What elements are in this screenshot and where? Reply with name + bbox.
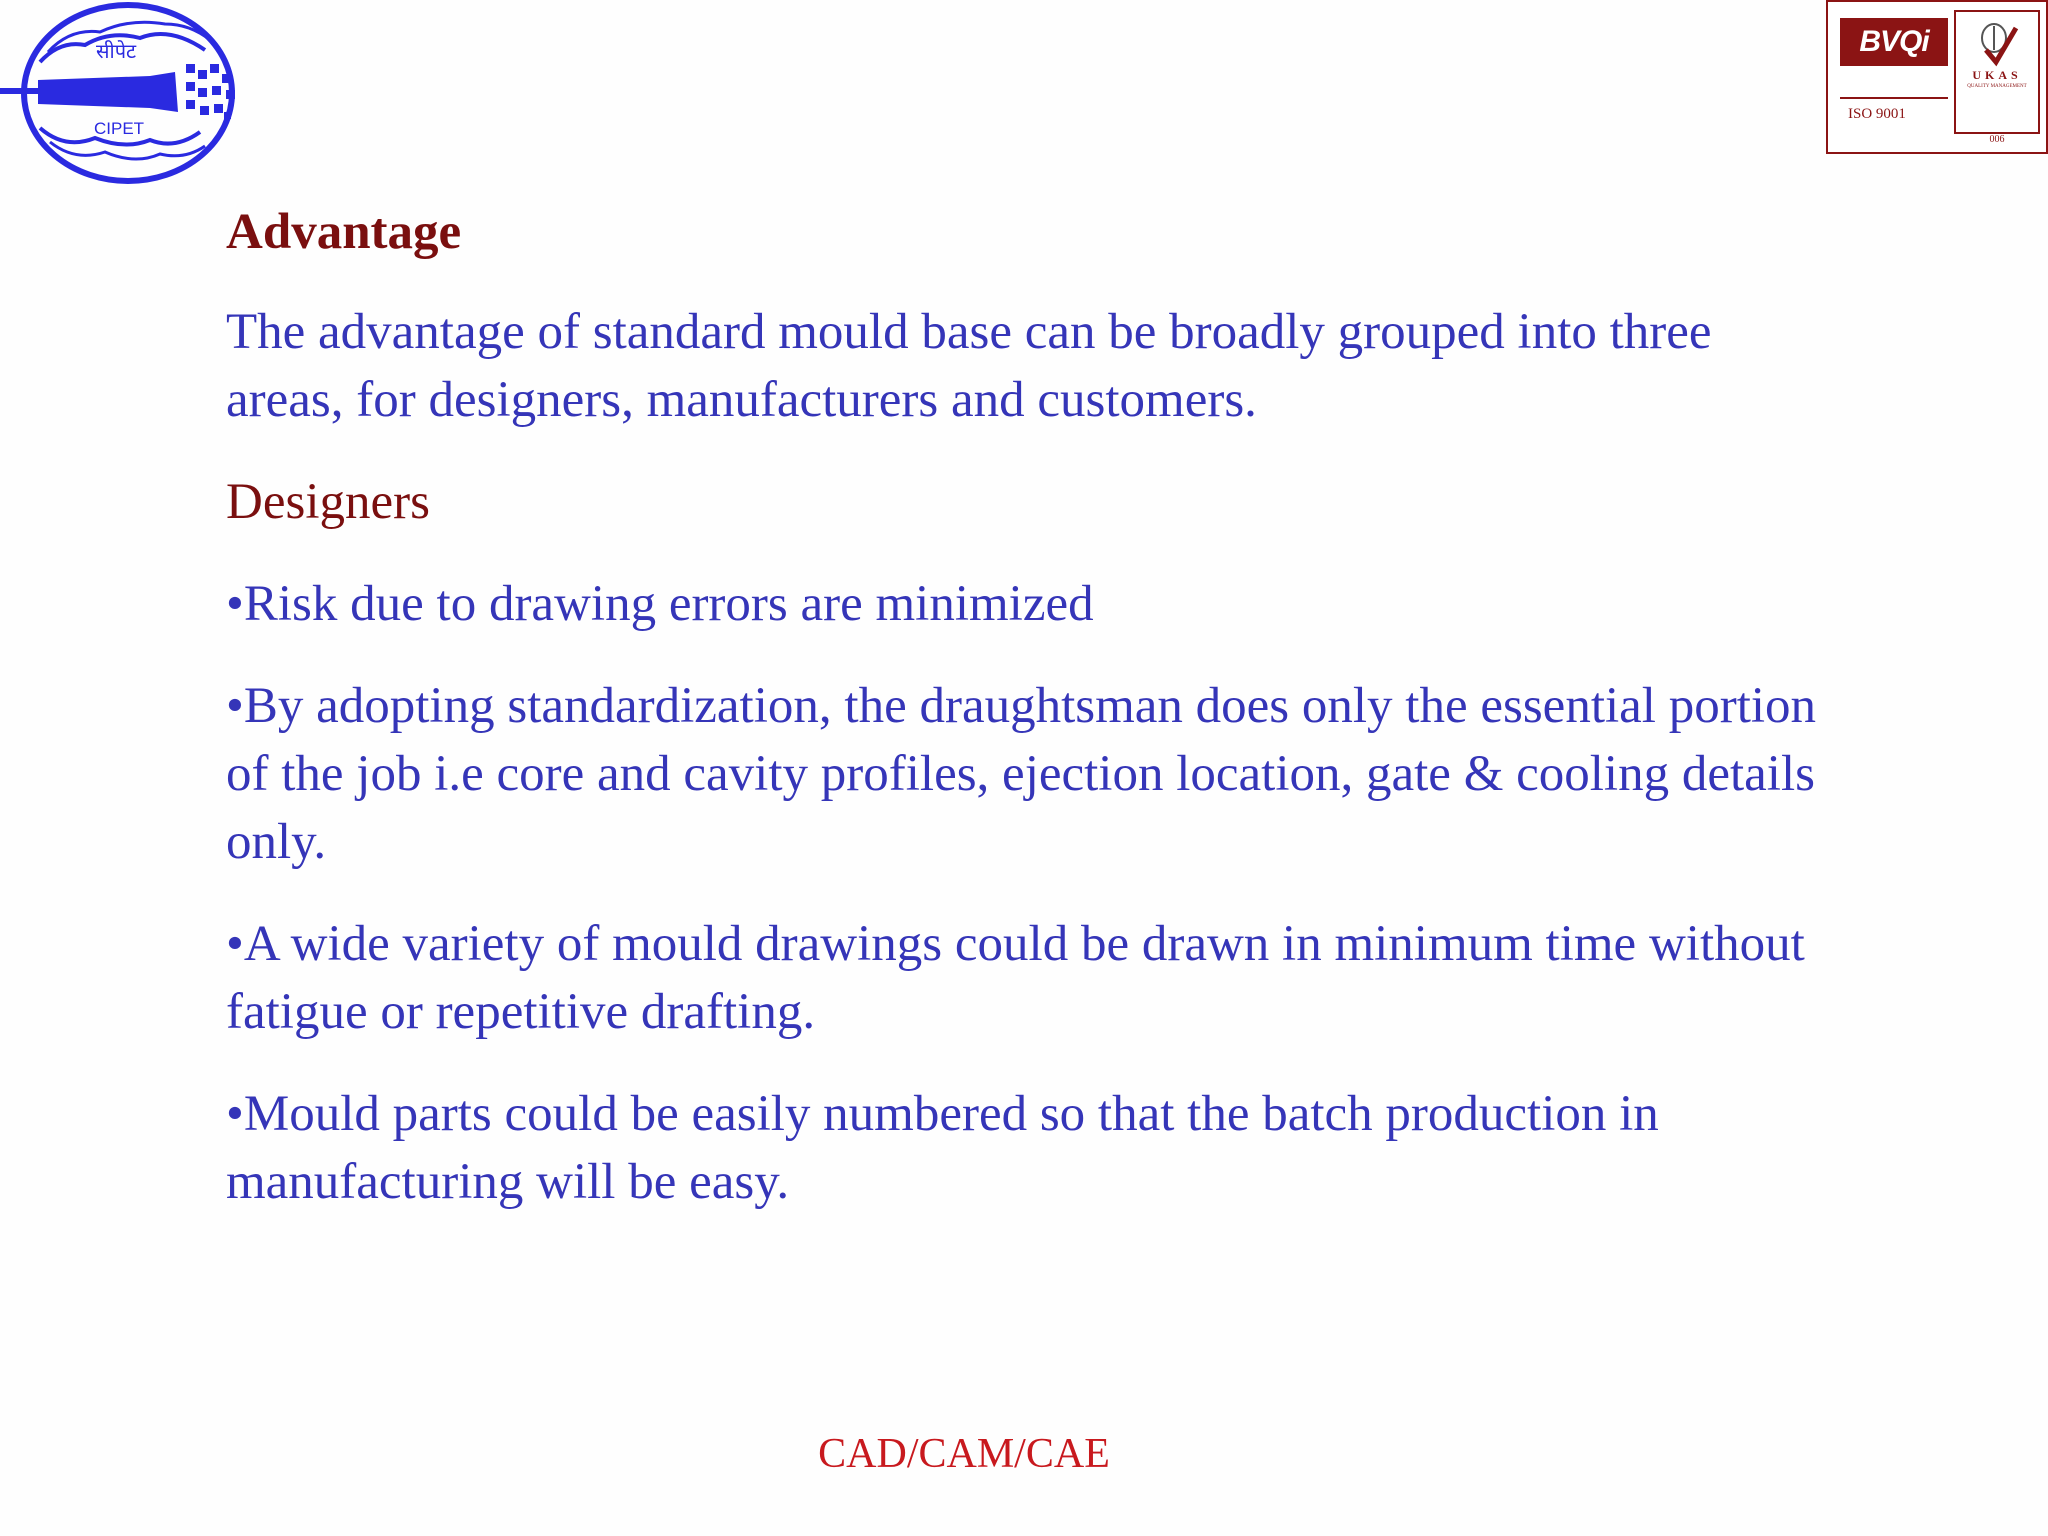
logo-hindi-name: सीपेट <box>96 39 137 63</box>
bullet-item: •Mould parts could be easily numbered so that the batch production in manufacturing will be easy. <box>226 1086 1659 1210</box>
slide-heading: Advantage <box>226 204 462 260</box>
bullet-item: •By adopting standardization, the draughtsman does only the essential portion of the job i.e core and cavity profiles, ejection location, gate & cooling details only. <box>226 678 1817 870</box>
bvqi-divider <box>1840 97 1948 99</box>
cipet-logo-icon <box>0 0 260 190</box>
ukas-label: UKAS <box>1972 68 2022 82</box>
logo-name: CIPET <box>94 119 145 138</box>
ukas-logo <box>1954 10 2040 134</box>
cipet-logo <box>0 0 260 190</box>
ukas-code: 006 <box>1989 134 2005 145</box>
bullet-item: •A wide variety of mould drawings could be drawn in minimum time without fatigue or repetitive drafting. <box>226 916 1805 1040</box>
iso-label: ISO 9001 <box>1848 106 1906 122</box>
ukas-crown-check-icon <box>1970 16 2024 70</box>
certification-badge <box>1826 0 2048 154</box>
bvqi-logo: BVQi <box>1840 18 1948 66</box>
slide-content <box>226 198 1826 1250</box>
ukas-sub-label: QUALITY MANAGEMENT <box>1967 84 2027 89</box>
slide-footer: CAD/CAM/CAE <box>818 1431 1110 1477</box>
intro-paragraph: The advantage of standard mould base can be broadly grouped into three areas, for designers, manufacturers and customers. <box>226 304 1712 428</box>
designers-subheading: Designers <box>226 474 430 530</box>
bullet-item: •Risk due to drawing errors are minimized <box>226 576 1094 632</box>
